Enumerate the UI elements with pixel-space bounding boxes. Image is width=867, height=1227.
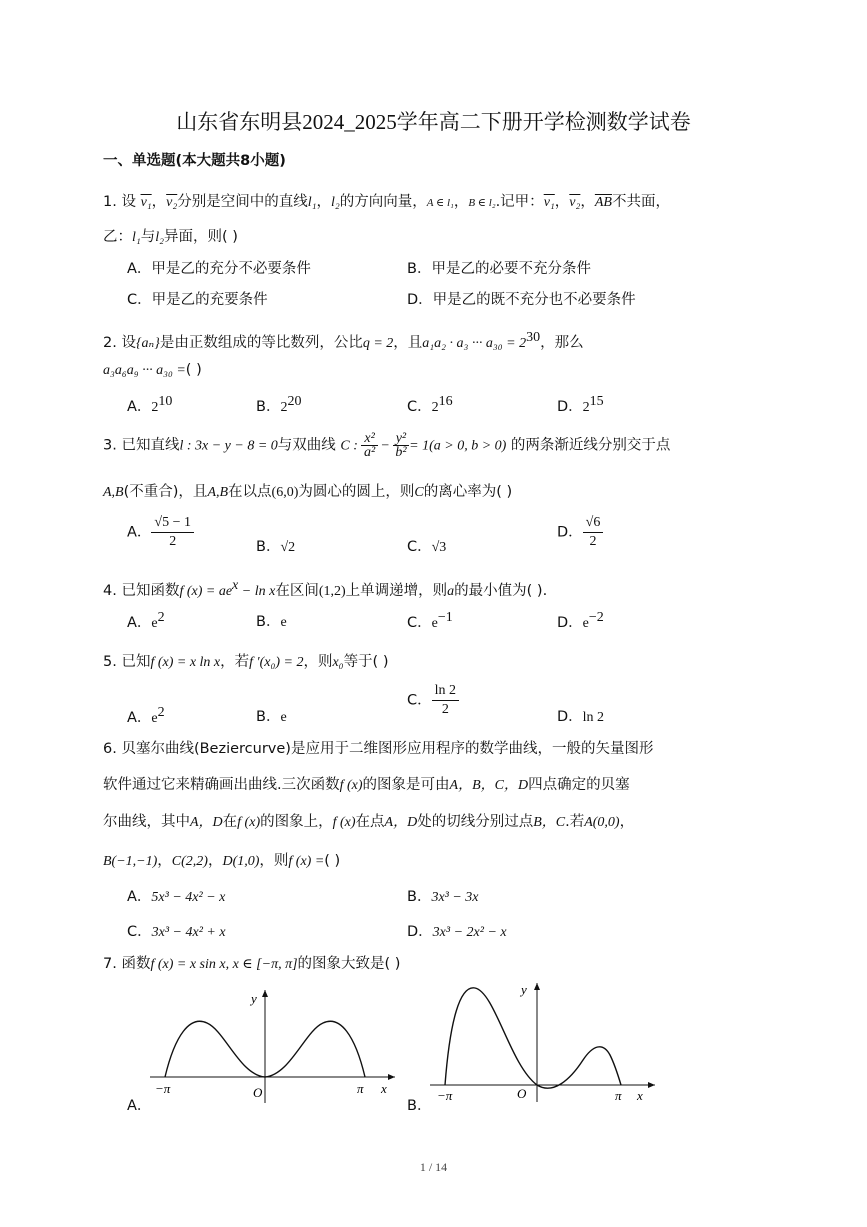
q1-option-b[interactable]: B．甲是乙的必要不充分条件 bbox=[407, 261, 591, 277]
y-axis-arrow bbox=[262, 990, 268, 997]
neg-pi-label: −π bbox=[437, 1088, 453, 1103]
question-5-line-1: 5. 已知f (x) = x ln x，若f ′(x₀) = 2，则x₀等于( ) bbox=[103, 654, 389, 670]
q1-option-c[interactable]: C．甲是乙的充要条件 bbox=[127, 292, 268, 308]
pi-label: π bbox=[357, 1081, 364, 1096]
q2-option-a[interactable]: A．$2^{10}$ bbox=[127, 394, 173, 415]
section-heading: 一、单选题(本大题共8小题) bbox=[103, 153, 286, 169]
question-6-line-4: B(−1,−1)，C(2,2)，D(1,0)，则f (x) =( ) bbox=[103, 853, 341, 869]
q3-option-d[interactable]: D． $\frac{√6}{2}$ bbox=[557, 514, 603, 551]
x-label: x bbox=[381, 1081, 387, 1096]
question-4-line-1: 4. 已知函数f $(x) = ae^x - \ln x$在区间(1,2)上单调递增，则a的最小值为( ). bbox=[103, 578, 548, 599]
neg-pi-label: −π bbox=[155, 1081, 171, 1096]
q5-option-d[interactable]: D．ln 2 bbox=[557, 709, 605, 725]
q3-option-c[interactable]: C．√3 bbox=[407, 539, 447, 555]
q7-option-a[interactable]: A． bbox=[127, 1098, 152, 1114]
q7-graph-a bbox=[145, 985, 405, 1105]
q2-option-c[interactable]: C．$2^{16}$ bbox=[407, 394, 453, 415]
question-1-line-1: 1. 设 v₁，v₂分别是空间中的直线l₁，l₂的方向向量，A ∈ l₁，B ∈ l₂.记甲：v₁，v₂，$\overline{AB}$不共面， bbox=[103, 194, 670, 210]
question-7-line-1: 7. 函数f (x) = x sin x, x ∈ [−π, π]的图象大致是( ) bbox=[103, 956, 401, 972]
question-6-line-3: 尔曲线，其中A，D在f (x)的图象上，f (x)在点A，D处的切线分别过点B，C.若A(0,0)， bbox=[103, 814, 635, 830]
y-label: y bbox=[251, 991, 257, 1006]
x-axis-arrow bbox=[648, 1082, 655, 1088]
q6-option-b[interactable]: B．3x³ − 3x bbox=[407, 889, 479, 905]
q6-option-d[interactable]: D．3x³ − 2x² − x bbox=[407, 924, 507, 940]
q3-option-a[interactable]: A． $\frac{√5 - 1}{2}$ bbox=[127, 514, 194, 551]
q6-option-a[interactable]: A．5x³ − 4x² − x bbox=[127, 889, 226, 905]
q5-option-b[interactable]: B．e bbox=[256, 709, 287, 725]
question-6-line-1: 6. 贝塞尔曲线(Beziercurve)是应用于二维图形应用程序的数学曲线，一般的矢量图形 bbox=[103, 741, 654, 757]
page-title: 山东省东明县2024_2025学年高二下册开学检测数学试卷 bbox=[176, 110, 691, 134]
q2-option-d[interactable]: D．$2^{15}$ bbox=[557, 394, 604, 415]
question-1-line-2: 乙：l₁与l₂异面，则( ) bbox=[103, 229, 238, 245]
origin-label: O bbox=[517, 1086, 527, 1101]
q6-option-c[interactable]: C．3x³ − 4x² + x bbox=[127, 924, 226, 940]
page-number: 1 / 14 bbox=[419, 1160, 448, 1174]
pi-label: π bbox=[615, 1088, 622, 1103]
q5-option-c[interactable]: C． $\frac{\ln 2}{2}$ bbox=[407, 682, 459, 719]
x-axis-arrow bbox=[388, 1074, 395, 1080]
q4-option-a[interactable]: A．$e^2$ bbox=[127, 610, 165, 631]
question-3-line-2: A,B(不重合)，且A,B在以点(6,0)为圆心的圆上，则C的离心率为( ) bbox=[103, 484, 513, 500]
origin-label: O bbox=[253, 1085, 263, 1100]
q4-option-c[interactable]: C．$e^{-1}$ bbox=[407, 610, 453, 631]
question-3-line-1: 3. 已知直线l : 3x − y − 8 = 0与双曲线 C : $\frac{\text{x²}}{\text{a²}}$ − $\frac{\text{y²}}{\text{b²}}$ = 1(a > 0, b > 0) 的两条渐近线分别交于点 bbox=[103, 431, 671, 460]
question-6-line-2: 软件通过它来精确画出曲线.三次函数f (x)的图象是可由A，B，C，D四点确定的贝塞 bbox=[103, 777, 630, 793]
y-label: y bbox=[521, 982, 527, 997]
q4-option-b[interactable]: B．e bbox=[256, 614, 287, 630]
q2-option-b[interactable]: B．$2^{20}$ bbox=[256, 394, 302, 415]
q1-option-d[interactable]: D．甲是乙的既不充分也不必要条件 bbox=[407, 292, 636, 308]
q3-option-b[interactable]: B．√2 bbox=[256, 539, 296, 555]
q7-graph-b bbox=[425, 980, 660, 1105]
q1-option-a[interactable]: A．甲是乙的充分不必要条件 bbox=[127, 261, 311, 277]
question-2-line-2: a₃a₆a₉ ··· a₃₀ =( ) bbox=[103, 362, 202, 378]
q7-option-b[interactable]: B． bbox=[407, 1098, 432, 1114]
q5-option-a[interactable]: A．$e^2$ bbox=[127, 705, 165, 726]
question-2-line-1: 2. 设{aₙ}是由正数组成的等比数列，公比q = 2，且a₁a₂ · a₃ ··· $a_{30} = 2^{30}$，那么 bbox=[103, 330, 584, 351]
x-label: x bbox=[637, 1088, 643, 1103]
y-axis-arrow bbox=[534, 983, 540, 990]
curve-b bbox=[445, 988, 621, 1088]
q4-option-d[interactable]: D．$e^{-2}$ bbox=[557, 610, 604, 631]
